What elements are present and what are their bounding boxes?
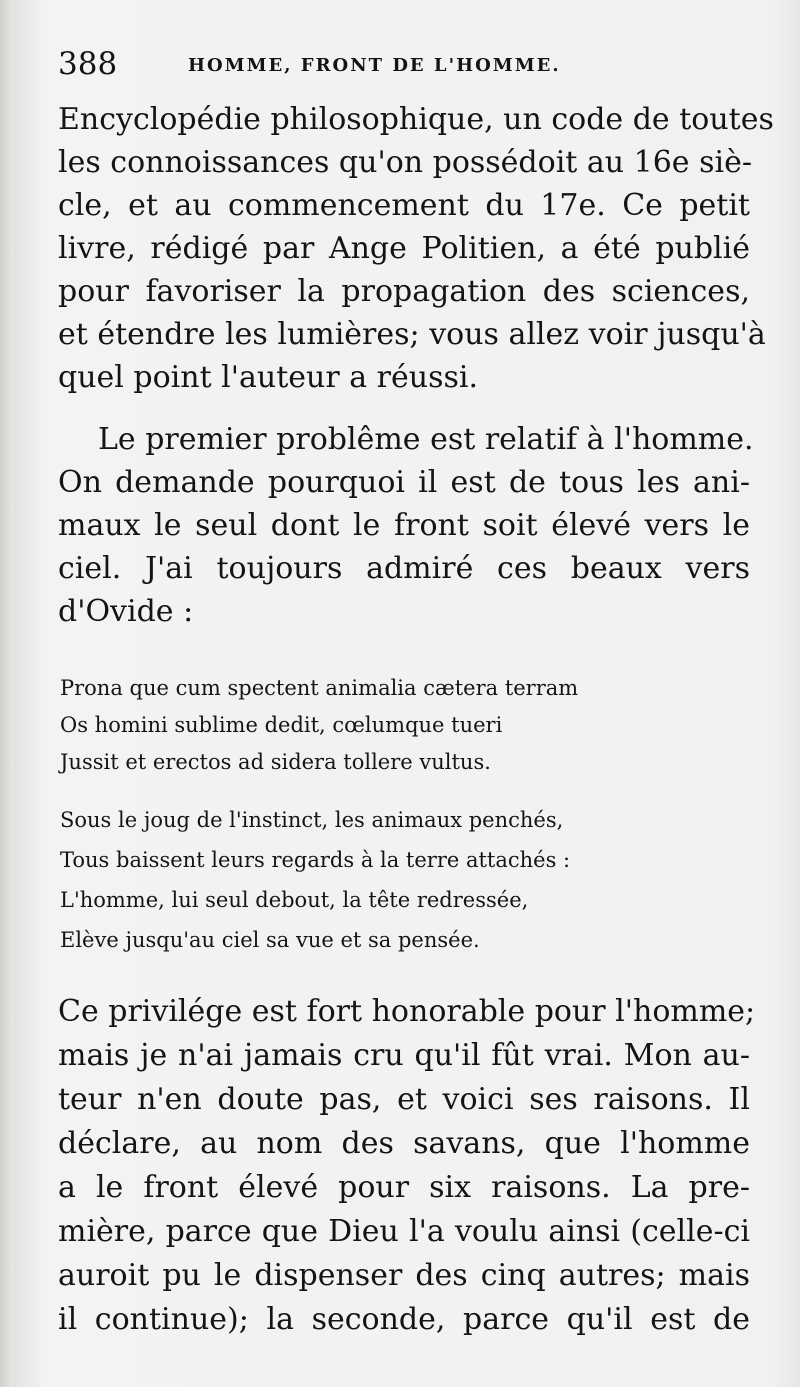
paragraph1-line: quel point l'auteur a réussi. xyxy=(58,360,478,395)
page-header xyxy=(58,44,758,88)
paragraph1-line: cle, et au commencement du 17e. Ce petit xyxy=(58,188,750,223)
paragraph1-line: livre, rédigé par Ange Politien, a été publié xyxy=(58,231,750,266)
paragraph3-line: déclare, au nom des savans, que l'homme xyxy=(58,1126,750,1161)
paragraph3-line: Ce privilége est fort honorable pour l'homme; xyxy=(58,994,756,1029)
paragraph2-line: ciel. J'ai toujours admiré ces beaux vers xyxy=(58,551,750,586)
paragraph2-line: Le premier problême est relatif à l'homme. xyxy=(98,422,754,457)
paragraph1-line: Encyclopédie philosophique, un code de toutes xyxy=(58,102,774,137)
running-title: HOMME, FRONT DE L'HOMME. xyxy=(188,55,561,76)
latin-verse-line: Jussit et erectos ad sidera tollere vultus. xyxy=(60,750,491,774)
french-verse-line: Elève jusqu'au ciel sa vue et sa pensée. xyxy=(60,928,480,952)
latin-verse-line: Os homini sublime dedit, cœlumque tueri xyxy=(60,713,503,737)
paragraph3-line: teur n'en doute pas, et voici ses raisons. Il xyxy=(58,1082,750,1117)
paragraph1-line: pour favoriser la propagation des sciences, xyxy=(58,274,750,309)
french-verse-line: L'homme, lui seul debout, la tête redressée, xyxy=(60,888,529,912)
page-number: 388 xyxy=(58,46,118,82)
paragraph3-line: auroit pu le dispenser des cinq autres; mais xyxy=(58,1258,750,1293)
page-gutter-shadow xyxy=(0,0,14,1387)
french-verse-line: Sous le joug de l'instinct, les animaux penchés, xyxy=(60,808,564,832)
paragraph1-line: les connoissances qu'on possédoit au 16e siè- xyxy=(58,145,752,180)
french-verse-line: Tous baissent leurs regards à la terre attachés : xyxy=(60,848,571,872)
paragraph1-line: et étendre les lumières; vous allez voir jusqu'à xyxy=(58,317,766,352)
latin-verse-line: Prona que cum spectent animalia cætera terram xyxy=(60,676,579,700)
paragraph2-line: maux le seul dont le front soit élevé vers le xyxy=(58,508,750,543)
paragraph2-line: d'Ovide : xyxy=(58,594,194,629)
paragraph3-line: il continue); la seconde, parce qu'il est de xyxy=(58,1302,750,1337)
paragraph2-line: On demande pourquoi il est de tous les ani- xyxy=(58,465,750,500)
paragraph3-line: mière, parce que Dieu l'a voulu ainsi (celle-ci xyxy=(58,1214,750,1249)
paragraph3-line: mais je n'ai jamais cru qu'il fût vrai. Mon au- xyxy=(58,1038,750,1073)
paragraph3-line: a le front élevé pour six raisons. La pre- xyxy=(58,1170,750,1205)
